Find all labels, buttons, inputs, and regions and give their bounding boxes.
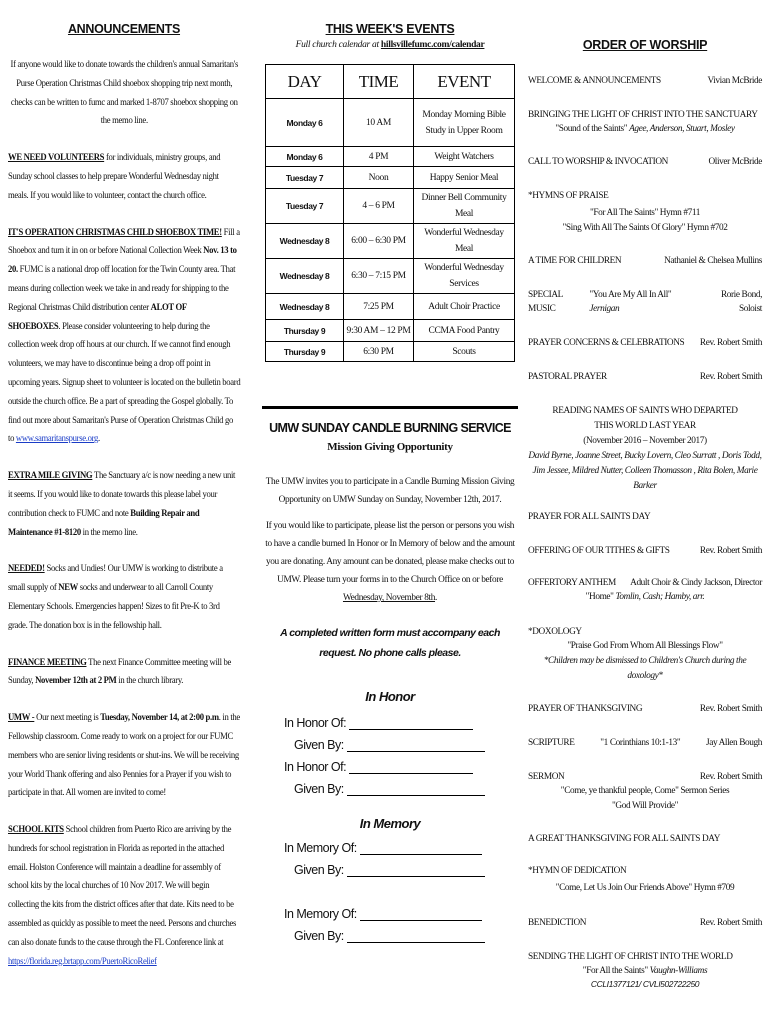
worship-scripture: SCRIPTURE "1 Corinthians 10:1-13" Jay Allen Bough <box>528 738 762 748</box>
extra-mile-giving-announcement: EXTRA MILE GIVING The Sanctuary a/c is now needing a new unit it seems. If you would like to donate towards this please label your contribution check to FUMC and note Building Repair and Maintenance #1-8120 in the memo line. <box>8 471 236 538</box>
calendar-link[interactable]: hillsvillefumc.com/calendar <box>380 40 485 50</box>
worship-hymn-2: "Sing With All The Saints Of Glory" Hymn #702 <box>562 223 728 233</box>
worship-sermon-series: "Come, ye thankful people, Come" Sermon Series <box>560 786 730 796</box>
candle-instructions-text: If you would like to participate, please list the person or persons you wish to have a candle burned In Honor or In Memory of below and the amount you are donating. Any amount can be donated, please make checks out to UMW. Please turn your forms in to the Church Office on or before Wednesday, November 8th. <box>265 521 515 603</box>
given-by-line-2[interactable]: Given By: <box>284 774 518 796</box>
event-name-cell: Dinner Bell Community Meal <box>414 189 515 224</box>
event-row <box>266 99 515 147</box>
event-row <box>266 294 515 320</box>
event-row <box>266 147 515 167</box>
worship-anthem: OFFERTORY ANTHEM Adult Choir & Cindy Jackson, Director <box>528 578 762 588</box>
calendar-note: Full church calendar at hillsvillefumc.com/calendar <box>295 40 485 50</box>
worship-light-out: SENDING THE LIGHT OF CHRIST INTO THE WORLD <box>528 952 733 962</box>
honor-of-blank-2[interactable] <box>349 760 473 774</box>
event-time-cell: 6:30 – 7:15 PM <box>344 259 414 294</box>
given-by-blank-1[interactable] <box>347 738 485 752</box>
honor-of-line-1[interactable]: In Honor Of: <box>284 708 518 730</box>
worship-welcome: WELCOME & ANNOUNCEMENTS Vivian McBride <box>528 76 762 86</box>
worship-doxology-note: *Children may be dismissed to Children's Church during the doxology* <box>543 656 747 681</box>
in-memory-title: In Memory <box>359 816 421 831</box>
umw-meeting-announcement: UMW - Our next meeting is Tuesday, November 14, at 2:00 p.m. in the Fellowship classroom. Come ready to work on a project for our FUMC members who are senior living residents or shut-ins. We will be receiving your World Thank offering and also Pennies for a Prayer if you wish to participate in that. All women are invited to come! <box>8 713 240 799</box>
candle-service-subtitle: Mission Giving Opportunity <box>327 441 453 453</box>
honor-of-blank-1[interactable] <box>349 716 473 730</box>
umw-heading: UMW - <box>8 713 35 724</box>
worship-doxology-song: "Praise God From Whom All Blessings Flow" <box>567 641 723 651</box>
event-name-cell: Wonderful Wednesday Meal <box>414 224 515 259</box>
given-by-blank-3[interactable] <box>347 863 485 877</box>
event-row <box>266 167 515 189</box>
given-by-line-3[interactable]: Given By: <box>284 855 518 877</box>
worship-hymn-1: "For All The Saints" Hymn #711 <box>590 208 700 218</box>
worship-light-out-song: "For All the Saints" Vaughn-Williams <box>582 966 708 976</box>
memory-of-line-2[interactable]: In Memory Of: <box>284 899 518 921</box>
in-honor-title: In Honor <box>365 689 415 704</box>
worship-title: ORDER OF WORSHIP <box>582 38 708 52</box>
event-day-cell: Wednesday 8 <box>266 294 344 320</box>
puerto-rico-relief-link[interactable]: https://florida.reg.brtapp.com/PuertoRicoRelief <box>8 956 157 967</box>
worship-hymns: *HYMNS OF PRAISE <box>528 191 609 201</box>
event-time-cell: 6:30 PM <box>344 342 414 362</box>
event-name-cell: Scouts <box>414 342 515 362</box>
event-row <box>266 259 515 294</box>
socks-heading: NEEDED! <box>8 564 45 575</box>
given-by-line-1[interactable]: Given By: <box>284 730 518 752</box>
day-column-header: DAY <box>266 65 344 99</box>
event-time-cell: 6:00 – 6:30 PM <box>344 224 414 259</box>
honor-of-line-2[interactable]: In Honor Of: <box>284 752 518 774</box>
saints-names: David Byrne, Joanne Street, Bucky Lovern, Cleo Surratt , Doris Todd, Jim Jessee, Mildred Nutter, Colleen Thomasson , Rita Bolen, Marie Barker <box>528 451 762 491</box>
event-row <box>266 320 515 342</box>
ccli-license: CCLI1377121/ CVLI502722250 <box>590 979 700 989</box>
memory-of-line-1[interactable]: In Memory Of: <box>284 833 518 855</box>
worship-light-in: BRINGING THE LIGHT OF CHRIST INTO THE SANCTUARY <box>528 110 758 120</box>
worship-tithes: OFFERING OF OUR TITHES & GIFTS Rev. Robert Smith <box>528 546 762 556</box>
event-day-cell: Monday 6 <box>266 99 344 147</box>
event-day-cell: Thursday 9 <box>266 342 344 362</box>
event-name-cell: Wonderful Wednesday Services <box>414 259 515 294</box>
announcements-title: ANNOUNCEMENTS <box>67 22 181 36</box>
school-kits-heading: SCHOOL KITS <box>8 825 64 836</box>
worship-children: A TIME FOR CHILDREN Nathaniel & Chelsea Mullins <box>528 256 762 266</box>
event-day-cell: Monday 6 <box>266 147 344 167</box>
worship-anthem-song: "Home" Tomlin, Cash; Hamby, arr. <box>585 592 705 602</box>
worship-dedication-song: "Come, Let Us Join Our Friends Above" Hymn #709 <box>555 883 735 893</box>
worship-dedication: *HYMN OF DEDICATION <box>528 866 627 876</box>
event-time-cell: 10 AM <box>344 99 414 147</box>
extra-mile-giving-heading: EXTRA MILE GIVING <box>8 471 93 482</box>
worship-thanksgiving-prayer: PRAYER OF THANKSGIVING Rev. Robert Smith <box>528 704 762 714</box>
event-day-cell: Thursday 9 <box>266 320 344 342</box>
event-row <box>266 189 515 224</box>
time-column-header: TIME <box>344 65 414 99</box>
event-day-cell: Wednesday 8 <box>266 259 344 294</box>
worship-doxology: *DOXOLOGY <box>528 627 582 637</box>
given-by-blank-2[interactable] <box>347 782 485 796</box>
school-kits-announcement: SCHOOL KITS School children from Puerto Rico are arriving by the hundreds for school registration in Florida as reported in the attached email. Holston Conference will maintain a deadline for assembly of school kits by the local churches of 10 Nov 2017. We will begin collecting the kits from the district offices after that date. Kits need to be assembled as quickly as possible to meet the need. Persons and churches can also donate funds to the cause through the FL Conference link at https://florida.reg.brtapp.com/PuertoRicoRelief <box>8 825 237 967</box>
section-divider <box>262 406 518 409</box>
event-column-header: EVENT <box>414 65 515 99</box>
shoebox-shopping-intro: If anyone would like to donate towards the children's annual Samaritan's Purse Operation Christmas Child shoebox shopping trip next month, checks can be written to fumc and marked 1-8707 shoebox shopping on the memo line. <box>10 60 238 127</box>
worship-light-in-song: "Sound of the Saints" Agee, Anderson, Stuart, Mosley <box>555 124 735 134</box>
worship-benediction: BENEDICTION Rev. Robert Smith <box>528 918 762 928</box>
worship-pastoral: PASTORAL PRAYER Rev. Robert Smith <box>528 372 762 382</box>
memory-of-blank-1[interactable] <box>360 841 482 855</box>
worship-great-thanksgiving: A GREAT THANKSGIVING FOR ALL SAINTS DAY <box>528 834 721 844</box>
event-time-cell: 4 PM <box>344 147 414 167</box>
worship-all-saints-prayer: PRAYER FOR ALL SAINTS DAY <box>528 512 651 522</box>
worship-sermon: SERMON Rev. Robert Smith <box>528 772 762 782</box>
announcements-column <box>8 0 240 971</box>
form-required-notice: A completed written form must accompany each request. No phone calls please. <box>280 627 500 659</box>
volunteers-announcement: WE NEED VOLUNTEERS for individuals, ministry groups, and Sunday school classes to help prepare Wonderful Wednesday night meals. If you would like to volunteer, contact the church office. <box>8 153 221 201</box>
event-day-cell: Tuesday 7 <box>266 189 344 224</box>
events-table <box>265 64 515 362</box>
shoebox-heading: IT'S OPERATION CHRISTMAS CHILD SHOEBOX TIME! <box>8 227 222 238</box>
event-name-cell: Weight Watchers <box>414 147 515 167</box>
event-row <box>266 342 515 362</box>
finance-meeting-announcement: FINANCE MEETING The next Finance Committee meeting will be Sunday, November 12th at 2 PM in the church library. <box>8 657 232 687</box>
event-time-cell: 4 – 6 PM <box>344 189 414 224</box>
event-name-cell: Monday Morning Bible Study in Upper Room <box>414 99 515 147</box>
worship-sermon-title: "God Will Provide" <box>612 801 678 811</box>
given-by-line-4[interactable]: Given By: <box>284 921 518 943</box>
candle-invite-text: The UMW invites you to participate in a Candle Burning Mission Giving Opportunity on UMW Sunday on Sunday, November 12th, 2017. <box>265 477 515 505</box>
given-by-blank-4[interactable] <box>347 929 485 943</box>
memory-of-blank-2[interactable] <box>360 907 482 921</box>
events-column <box>262 0 518 943</box>
event-day-cell: Wednesday 8 <box>266 224 344 259</box>
shoebox-announcement: IT'S OPERATION CHRISTMAS CHILD SHOEBOX TIME! Fill a Shoebox and turn it in on or before National Collection Week Nov. 13 to 20. FUMC is a national drop off location for the Twin County area. That means during collection week we take in and ready for shipping to the Regional Christmas Child distribution center ALOT OF SHOEBOXES. Please consider volunteering to help during the collection week drop off hours at our church. If we cannot find enough volunteers, we may have to discontinue being a drop off point in upcoming years. Signup sheet to volunteer is located on the bulletin board outside the church office. Be a part of spreading the Gospel globally. To find out more about Samaritan's Purse of Operation Christmas Child go to www.samaritanspurse.org. <box>8 227 241 445</box>
saints-reading: READING NAMES OF SAINTS WHO DEPARTED THIS WORLD LAST YEAR (November 2016 – November 2017) David Byrne, Joanne Street, Bucky Lovern, Cleo Surratt , Doris Todd, Jim Jessee, Mildred Nutter, Colleen Thomasson , Rita Bolen, Marie Barker <box>528 404 762 494</box>
event-time-cell: Noon <box>344 167 414 189</box>
event-time-cell: 7:25 PM <box>344 294 414 320</box>
event-name-cell: Happy Senior Meal <box>414 167 515 189</box>
in-honor-form <box>262 689 518 796</box>
worship-column <box>528 0 762 989</box>
candle-service-title: UMW SUNDAY CANDLE BURNING SERVICE <box>269 421 511 435</box>
worship-concerns: PRAYER CONCERNS & CELEBRATIONS Rev. Robert Smith <box>528 338 762 348</box>
event-row <box>266 224 515 259</box>
socks-announcement: NEEDED! Socks and Undies! Our UMW is working to distribute a small supply of NEW socks and underwear to all Carroll County Elementary Schools. Emergencies happen! Sizes to fit Pre-K to 3rd grade. The donation box is in the fellowship hall. <box>8 564 223 631</box>
event-name-cell: Adult Choir Practice <box>414 294 515 320</box>
worship-special-music: SPECIAL MUSIC "You Are My All In All" Jernigan Rorie Bond, Soloist <box>528 290 762 314</box>
worship-call: CALL TO WORSHIP & INVOCATION Oliver McBride <box>528 157 762 167</box>
event-day-cell: Tuesday 7 <box>266 167 344 189</box>
event-time-cell: 9:30 AM – 12 PM <box>344 320 414 342</box>
finance-meeting-heading: FINANCE MEETING <box>8 657 87 668</box>
events-title: THIS WEEK'S EVENTS <box>325 22 455 36</box>
samaritans-purse-link[interactable]: www.samaritanspurse.org <box>15 434 99 445</box>
in-memory-form <box>262 816 518 943</box>
event-name-cell: CCMA Food Pantry <box>414 320 515 342</box>
volunteers-heading: WE NEED VOLUNTEERS <box>8 153 105 164</box>
